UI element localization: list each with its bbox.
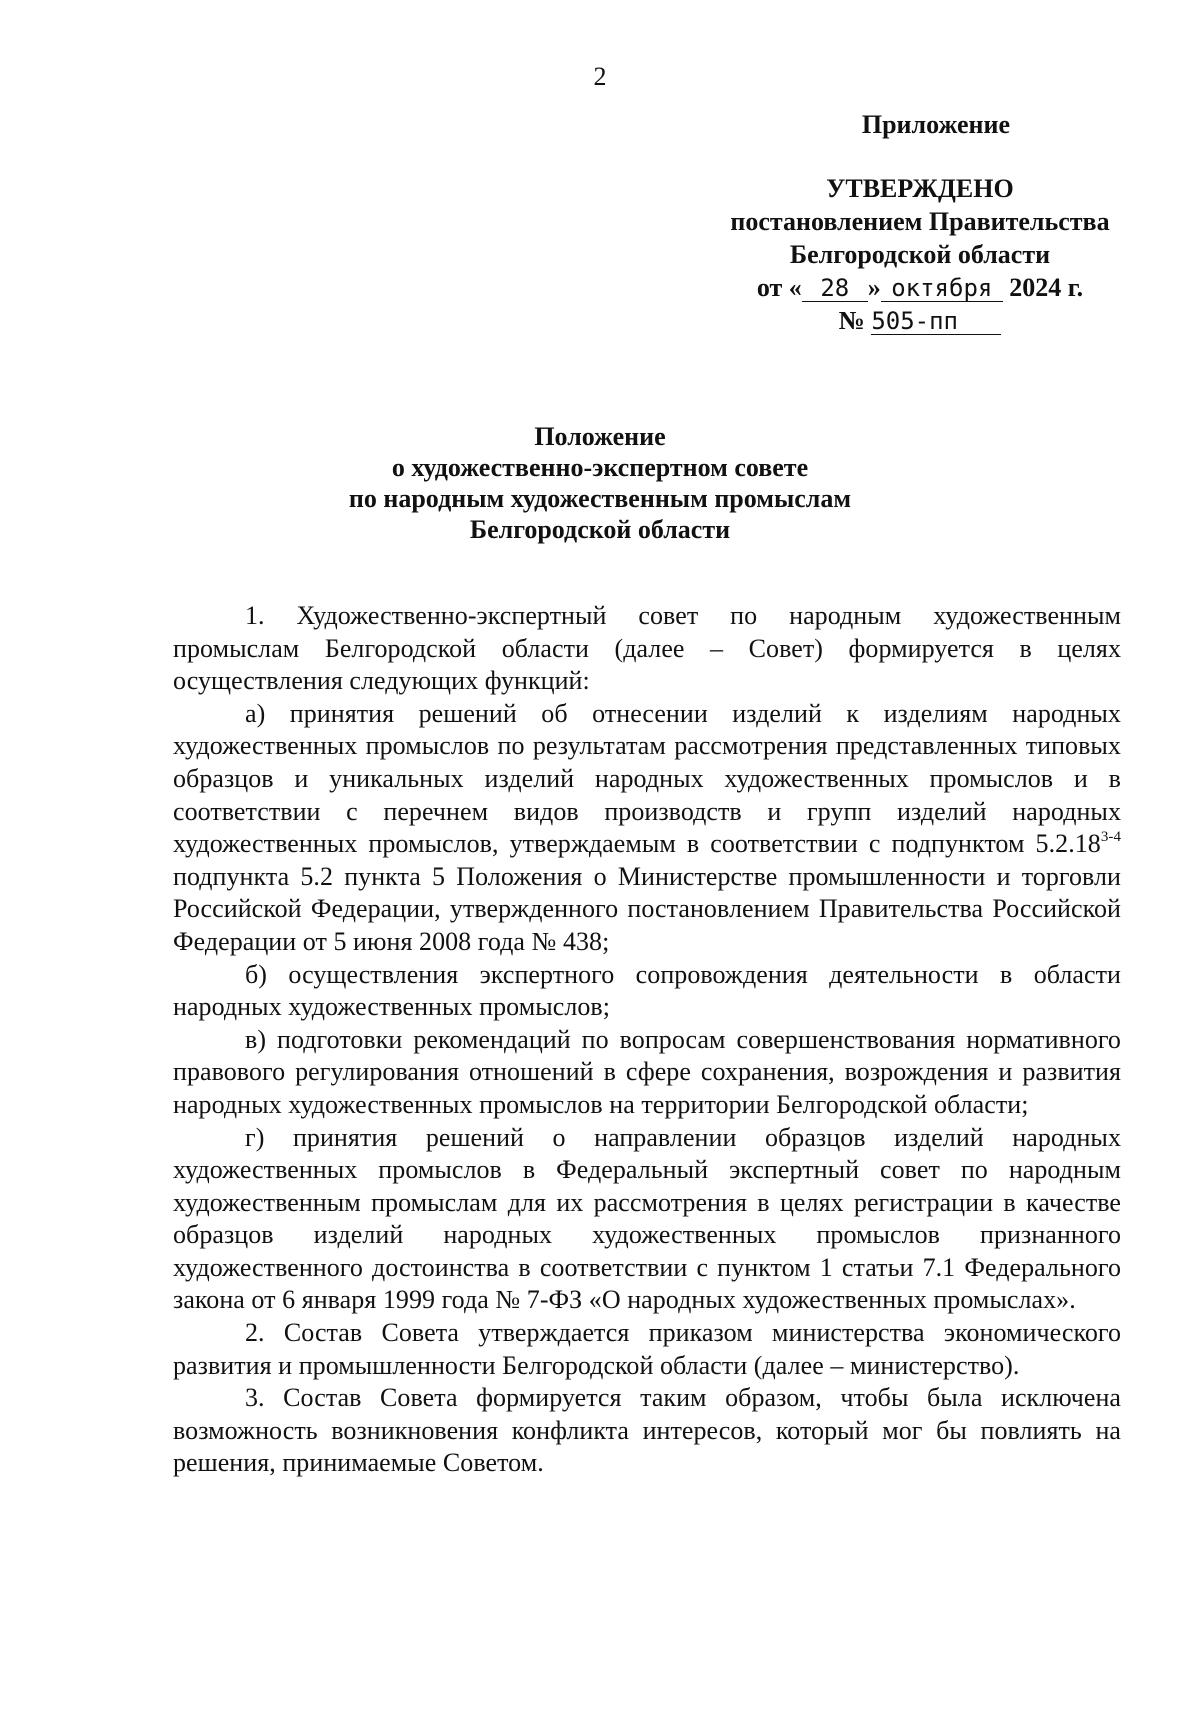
paragraph-1: 1. Художественно-экспертный совет по народным художественным промыслам Белгородской области (далее – Совет) формируется в целях осуществления следующих функций: bbox=[173, 601, 1121, 696]
title-line-1: Положение bbox=[534, 422, 666, 451]
title-line-2: о художественно-экспертном совете bbox=[391, 453, 809, 482]
appendix-label: Приложение bbox=[861, 110, 1010, 139]
approval-date bbox=[700, 271, 1140, 304]
paragraph-1b: б) осуществления экспертного сопровождения деятельности в области народных художественных промыслов; bbox=[173, 959, 1121, 1022]
date-mid: » bbox=[867, 273, 881, 302]
approved-heading: УТВЕРЖДЕНО bbox=[826, 174, 1014, 203]
page-number: 2 bbox=[593, 62, 607, 91]
paragraph-1a-part-2: подпункта 5.2 пункта 5 Положения о Министерстве промышленности и торговли Российской Федерации, утвержденного постановлением Правительства Российской Федерации от 5 июня 2008 года № 438; bbox=[173, 861, 1121, 956]
date-month-handwritten: октября bbox=[881, 275, 1003, 302]
paragraph-1a-part-1: а) принятия решений об отнесении изделий к изделиям народных художественных промыслов по результатам рассмотрения представленных типовых образцов и уникальных изделий народных художественных промыслов и в соответствии с перечнем видов производств и групп изделий народных художественных промыслов, утверждаемым в соответствии с подпунктом 5.2.18 bbox=[173, 698, 1121, 859]
paragraph-3: 3. Состав Совета формируется таким образом, чтобы была исключена возможность возникновения конфликта интересов, который мог бы повлиять на решения, принимаемые Советом. bbox=[173, 1383, 1121, 1478]
paragraph-2: 2. Состав Совета утверждается приказом министерства экономического развития и промышленности Белгородской области (далее – министерство). bbox=[173, 1318, 1121, 1380]
approval-number bbox=[700, 304, 1140, 337]
approval-line-1: постановлением Правительства bbox=[730, 207, 1110, 236]
number-handwritten: 505-пп bbox=[871, 308, 1001, 335]
paragraph-1g: г) принятия решений о направлении образцов изделий народных художественных промыслов в Федеральный экспертный совет по народным художественным промыслам для их рассмотрения в целях регистрации в качестве образцов изделий народных художественных промыслов признанного художественного достоинства в соответствии с пунктом 1 статьи 7.1 Федерального закона от 6 января 1999 года № 7-ФЗ «О народных художественных промыслах». bbox=[173, 1122, 1121, 1315]
date-year: 2024 г. bbox=[1009, 273, 1084, 302]
document-body bbox=[173, 600, 1121, 1480]
date-prefix: от « bbox=[756, 273, 802, 302]
document-title bbox=[0, 421, 1200, 545]
date-day-handwritten: 28 bbox=[802, 275, 868, 302]
paragraph-1a-superscript: 3-4 bbox=[1100, 829, 1121, 846]
approval-line-2: Белгородской области bbox=[789, 240, 1051, 269]
number-prefix: № bbox=[838, 306, 865, 335]
title-line-4: Белгородской области bbox=[469, 515, 731, 544]
paragraph-1v: в) подготовки рекомендаций по вопросам совершенствования нормативного правового регулирования отношений в сфере сохранения, возрождения и развития народных художественных промыслов на территории Белгородской области; bbox=[173, 1024, 1121, 1119]
paragraph-1a bbox=[173, 698, 1121, 959]
approval-stamp bbox=[700, 172, 1140, 337]
title-line-3: по народным художественным промыслам bbox=[348, 484, 852, 513]
